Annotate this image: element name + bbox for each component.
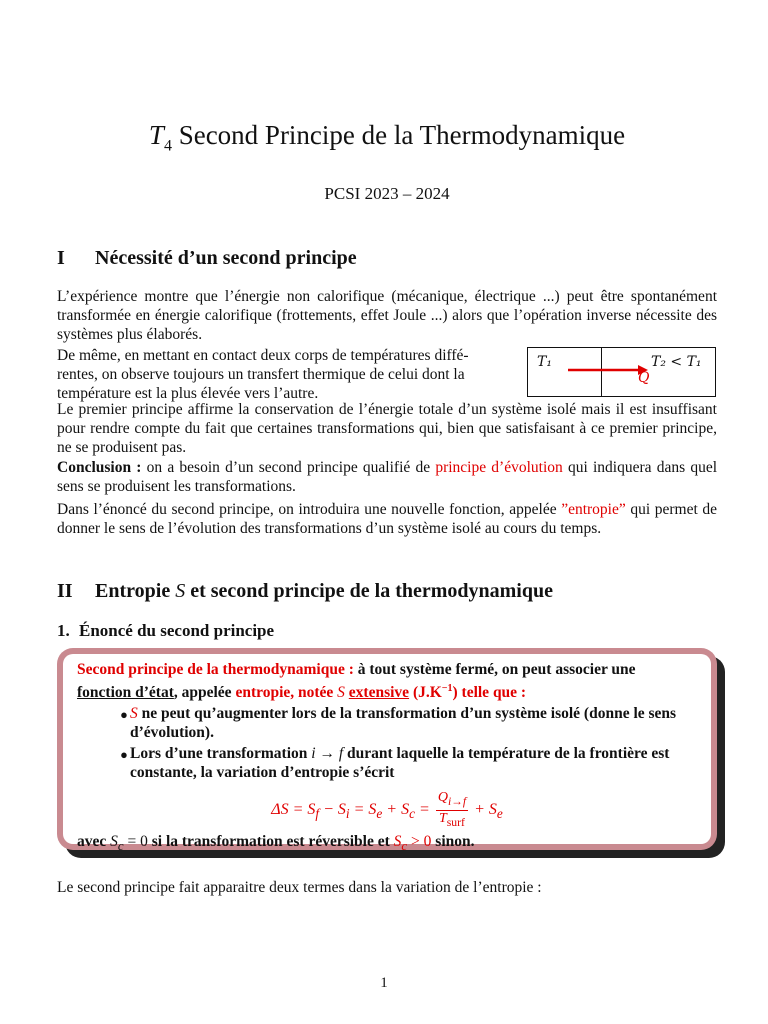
formula-sub-e: e — [376, 806, 383, 822]
section-2-number: II — [57, 580, 73, 602]
bullet-2-post: durant laquelle la température de la frontière est constante, la variation d’entropie s’écrit — [130, 745, 670, 781]
paragraph-2 — [57, 346, 512, 403]
last-red-sub: c — [401, 838, 408, 854]
last-sc0-sub: c — [117, 838, 124, 854]
bullet-1-text: ne peut qu’augmenter lors de la transformation d’un système isolé (donne le sens d’évolution). — [130, 705, 677, 741]
theorem-label: Second principe de la thermodynamique : — [77, 661, 354, 678]
subsection-1-title: Énoncé du second principe — [79, 621, 275, 640]
formula-plus: + S — [382, 800, 410, 818]
theorem-line1-rest: à tout système fermé, on peut associer une — [353, 661, 636, 678]
last-sc0: S — [110, 833, 118, 850]
subsection-1-heading — [57, 621, 274, 641]
formula-sub-f: f — [315, 806, 320, 822]
appelee: , appelée — [173, 684, 236, 702]
unit-open: (J.K — [409, 684, 442, 702]
frac-den: T — [438, 810, 447, 826]
paragraph-3: Le premier principe affirme la conservation de l’énergie totale d’un système isolé mais il est insuffisant pour rendre compte du fait que certaines transformations qui, bien que satisfaisant à ce premier principe, ne se produisent pas. — [57, 401, 717, 456]
bullet-2-math: i → f — [311, 745, 344, 762]
title-text: Second Principe de la Thermodynamique — [178, 120, 626, 150]
formula-tail: + S — [470, 800, 497, 818]
formula-fraction — [436, 790, 468, 831]
section-1-heading — [57, 247, 357, 270]
frac-num: Q — [437, 790, 448, 805]
paragraph-conclusion — [57, 458, 717, 496]
formula-sub-i: i — [345, 806, 350, 822]
fonction-etat: fonction d’état — [77, 684, 174, 702]
title-symbol: T — [148, 120, 164, 150]
paragraph-2-line-1: De même, en mettant en contact deux corps de températures diffé- — [57, 347, 469, 364]
subtitle: PCSI 2023 – 2024 — [324, 184, 450, 203]
last-red-gt: > 0 — [407, 833, 432, 850]
conclusion-pre: on a besoin d’un second principe qualifié de — [141, 459, 436, 476]
page-title — [57, 120, 717, 155]
formula-eq3: = — [415, 800, 434, 818]
formula-mid: − S — [319, 800, 346, 818]
paragraph-2-line-3: température est la plus élevée vers l’autre. — [57, 385, 319, 402]
bullet-1-marker: • — [119, 706, 129, 725]
bullet-1-symbol: S — [130, 705, 138, 722]
last-mid: si la transformation est réversible et — [147, 833, 394, 850]
bullet-2-marker: • — [119, 746, 129, 765]
bullet-1 — [130, 704, 710, 742]
heat-arrow-icon — [568, 364, 648, 376]
frac-den-sub: surf — [446, 815, 465, 829]
formula-tail-sub: e — [496, 806, 503, 822]
formula-lhs: ΔS = S — [271, 800, 316, 818]
last-pre: avec — [77, 833, 111, 850]
unit-close: ) — [452, 684, 458, 702]
paragraph-2-line-2: rentes, on observe toujours un transfert thermique de celui dont la — [57, 366, 465, 383]
section-2-title-pre: Entropie — [95, 580, 176, 602]
theorem-last-line — [77, 832, 707, 855]
page-number: 1 — [380, 975, 388, 991]
paragraph-1: L’expérience montre que l’énergie non calorifique (mécanique, électrique ...) peut être spontanément transformée en énergie calorifique (frottements, effet Joule ...) alors que l’opération inverse nécessite des systèmes plus élaborés. — [57, 288, 717, 343]
last-red: S — [393, 833, 402, 850]
last-post: sinon. — [431, 833, 475, 850]
formula-eq2: = S — [349, 800, 377, 818]
section-1-number: I — [57, 247, 65, 269]
diagram-q-label: Q — [638, 370, 650, 386]
paragraph-5-post: qui permet de donner le sens de l’évolution des transformations d’un système isolé au cours du temps. — [57, 501, 717, 537]
entropie-symbol: S — [337, 684, 345, 702]
extensive-text: extensive — [348, 684, 410, 702]
telle-que: telle que : — [457, 684, 527, 702]
closing-paragraph: Le second principe fait apparaitre deux termes dans la variation de l’entropie : — [57, 879, 542, 896]
section-2-title-post: et second principe de la thermodynamique — [185, 580, 553, 602]
last-eq0: = 0 — [123, 833, 148, 850]
formula-sub-c: c — [409, 806, 416, 822]
conclusion-post: qui indiquera dans quel sens se produisent les transformations. — [57, 459, 717, 495]
unit-exponent: −1 — [441, 683, 453, 694]
conclusion-highlight: principe d’évolution — [435, 459, 563, 476]
entropy-formula — [57, 790, 717, 831]
section-2-symbol: S — [175, 580, 186, 602]
subsection-1-number: 1. — [57, 621, 70, 640]
diagram-t1-label: T₁ — [537, 354, 552, 370]
entropie-text: entropie, notée — [235, 684, 338, 702]
entropie-highlight: ”entropie” — [561, 501, 626, 518]
diagram-t2-label: T₂ < T₁ — [651, 354, 702, 370]
theorem-statement — [77, 660, 707, 702]
heat-transfer-diagram — [527, 347, 716, 397]
bullet-2-pre: Lors d’une transformation — [130, 745, 312, 762]
section-2-heading — [57, 580, 553, 603]
bullet-2 — [130, 744, 710, 782]
fraction-numerator — [436, 790, 468, 811]
paragraph-5 — [57, 500, 717, 538]
section-1-title: Nécessité d’un second principe — [95, 247, 357, 269]
frac-num-sub: i→f — [447, 794, 467, 808]
title-subscript: 4 — [163, 137, 172, 155]
paragraph-5-pre: Dans l’énoncé du second principe, on introduira une nouvelle fonction, appelée — [57, 501, 562, 518]
conclusion-label: Conclusion : — [57, 459, 142, 476]
fraction-denominator — [436, 811, 468, 831]
